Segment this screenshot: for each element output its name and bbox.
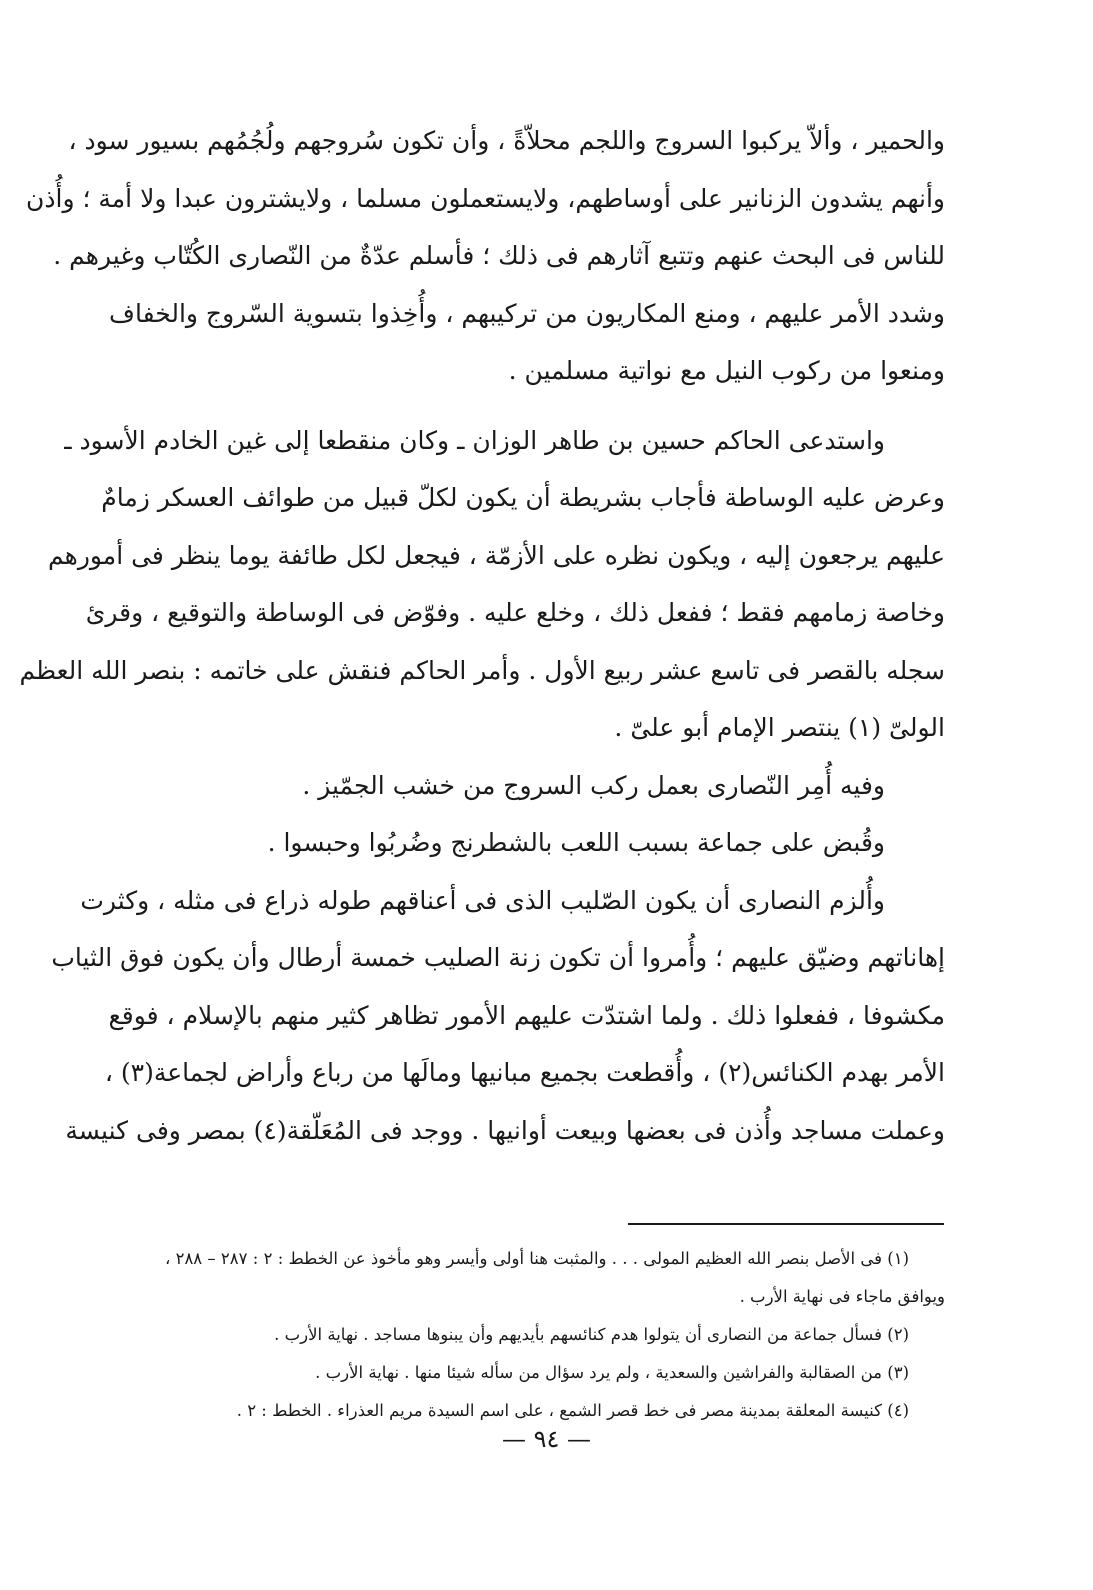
main-text — [19, 112, 945, 1159]
text-line: مكشوفا ، ففعلوا ذلك . ولما اشتدّت عليهم الأمور تظاهر كثير منهم بالإسلام ، فوقع — [108, 1000, 945, 1030]
page-number: — ٩٤ — — [501, 1425, 592, 1453]
footnote-continuation: ويوافق ماجاء فى نهاية الأرب . — [739, 1287, 945, 1306]
footnote-divider — [628, 1223, 944, 1225]
text-line: واستدعى الحاكم حسين بن طاهر الوزان ـ وكان منقطعا إلى غين الخادم الأسود ـ — [64, 425, 885, 455]
text-line: ومنعوا من ركوب النيل مع نواتية مسلمين . — [508, 356, 945, 385]
footnote: (٤) كنيسة المعلقة بمدينة مصر فى خط قصر الشمع ، على اسم السيدة مريم العذراء . الخطط : ٢ . — [236, 1401, 909, 1420]
text-line: وعرض عليه الوساطة فأجاب بشريطة أن يكون لكلّ قبيل من طوائف العسكر زمامٌ — [101, 483, 945, 512]
text-line: وأُلزم النصارى أن يكون الصّليب الذى فى أعناقهم طوله ذراع فى مثله ، وكثرت — [80, 885, 885, 915]
footnote: (٣) من الصقالبة والفراشين والسعدية ، ولم يرد سؤال من سأله شيئا منها . نهاية الأرب . — [315, 1363, 909, 1382]
text-line: الأمر بهدم الكنائس(٢) ، وأُقطعت بجميع مبانيها ومالَها من رباع وأراض لجماعة(٣) ، — [104, 1058, 945, 1087]
text-line: إهاناتهم وضيّق عليهم ؛ وأُمروا أن تكون زنة الصليب خمسة أرطال وأن يكون فوق الثياب — [51, 943, 945, 972]
text-line: عليهم يرجعون إليه ، ويكون نظره على الأزمّة ، فيجعل لكل طائفة يوما ينظر فى أمورهم — [48, 540, 945, 570]
text-line: الولىّ (١) ينتصر الإمام أبو علىّ . — [614, 713, 945, 742]
text-line: وشدد الأمر عليهم ، ومنع المكاريون من تركيبهم ، وأُخِذوا بتسوية السّروج والخفاف — [109, 298, 945, 328]
footnote: (٢) فسأل جماعة من النصارى أن يتولوا هدم كنائسهم بأيديهم وأن يبنوها مساجد . نهاية الأرب . — [274, 1325, 909, 1344]
footnotes — [133, 1240, 945, 1430]
text-line: وأنهم يشدون الزنانير على أوساطهم، ولايستعملون مسلما ، ولايشترون عبدا ولا أمة ؛ وأُذن — [26, 183, 945, 213]
text-line: وقُبض على جماعة بسبب اللعب بالشطرنج وضُربُوا وحبسوا . — [267, 828, 885, 857]
text-line: للناس فى البحث عنهم وتتبع آثارهم فى ذلك ؛ فأسلم عدّةٌ من النّصارى الكُتّاب وغيرهم . — [53, 241, 945, 270]
text-line: وعملت مساجد وأُذن فى بعضها وبيعت أوانيها . ووجد فى المُعَلّقة(٤) بمصر وفى كنيسة — [65, 1115, 945, 1145]
text-line: وفيه أُمِر النّصارى بعمل ركب السروج من خشب الجمّيز . — [302, 770, 885, 800]
text-line: سجله بالقصر فى تاسع عشر ربيع الأول . وأمر الحاكم فنقش على خاتمه : بنصر الله العظم — [19, 655, 945, 685]
text-line: والحمير ، وألاّ يركبوا السروج واللجم محلاّةً ، وأن تكون سُروجهم ولُجُمُهم بسيور سود ، — [68, 126, 945, 155]
footnote: (١) فى الأصل بنصر الله العظيم المولى . . . والمثبت هنا أولى وأيسر وهو مأخوذ عن الخطط : ٢ : ٢٨٧ – ٢٨٨ ، — [165, 1249, 909, 1268]
text-line: وخاصة زمامهم فقط ؛ ففعل ذلك ، وخلع عليه . وفوّض فى الوساطة والتوقيع ، وقرئ — [85, 598, 945, 627]
